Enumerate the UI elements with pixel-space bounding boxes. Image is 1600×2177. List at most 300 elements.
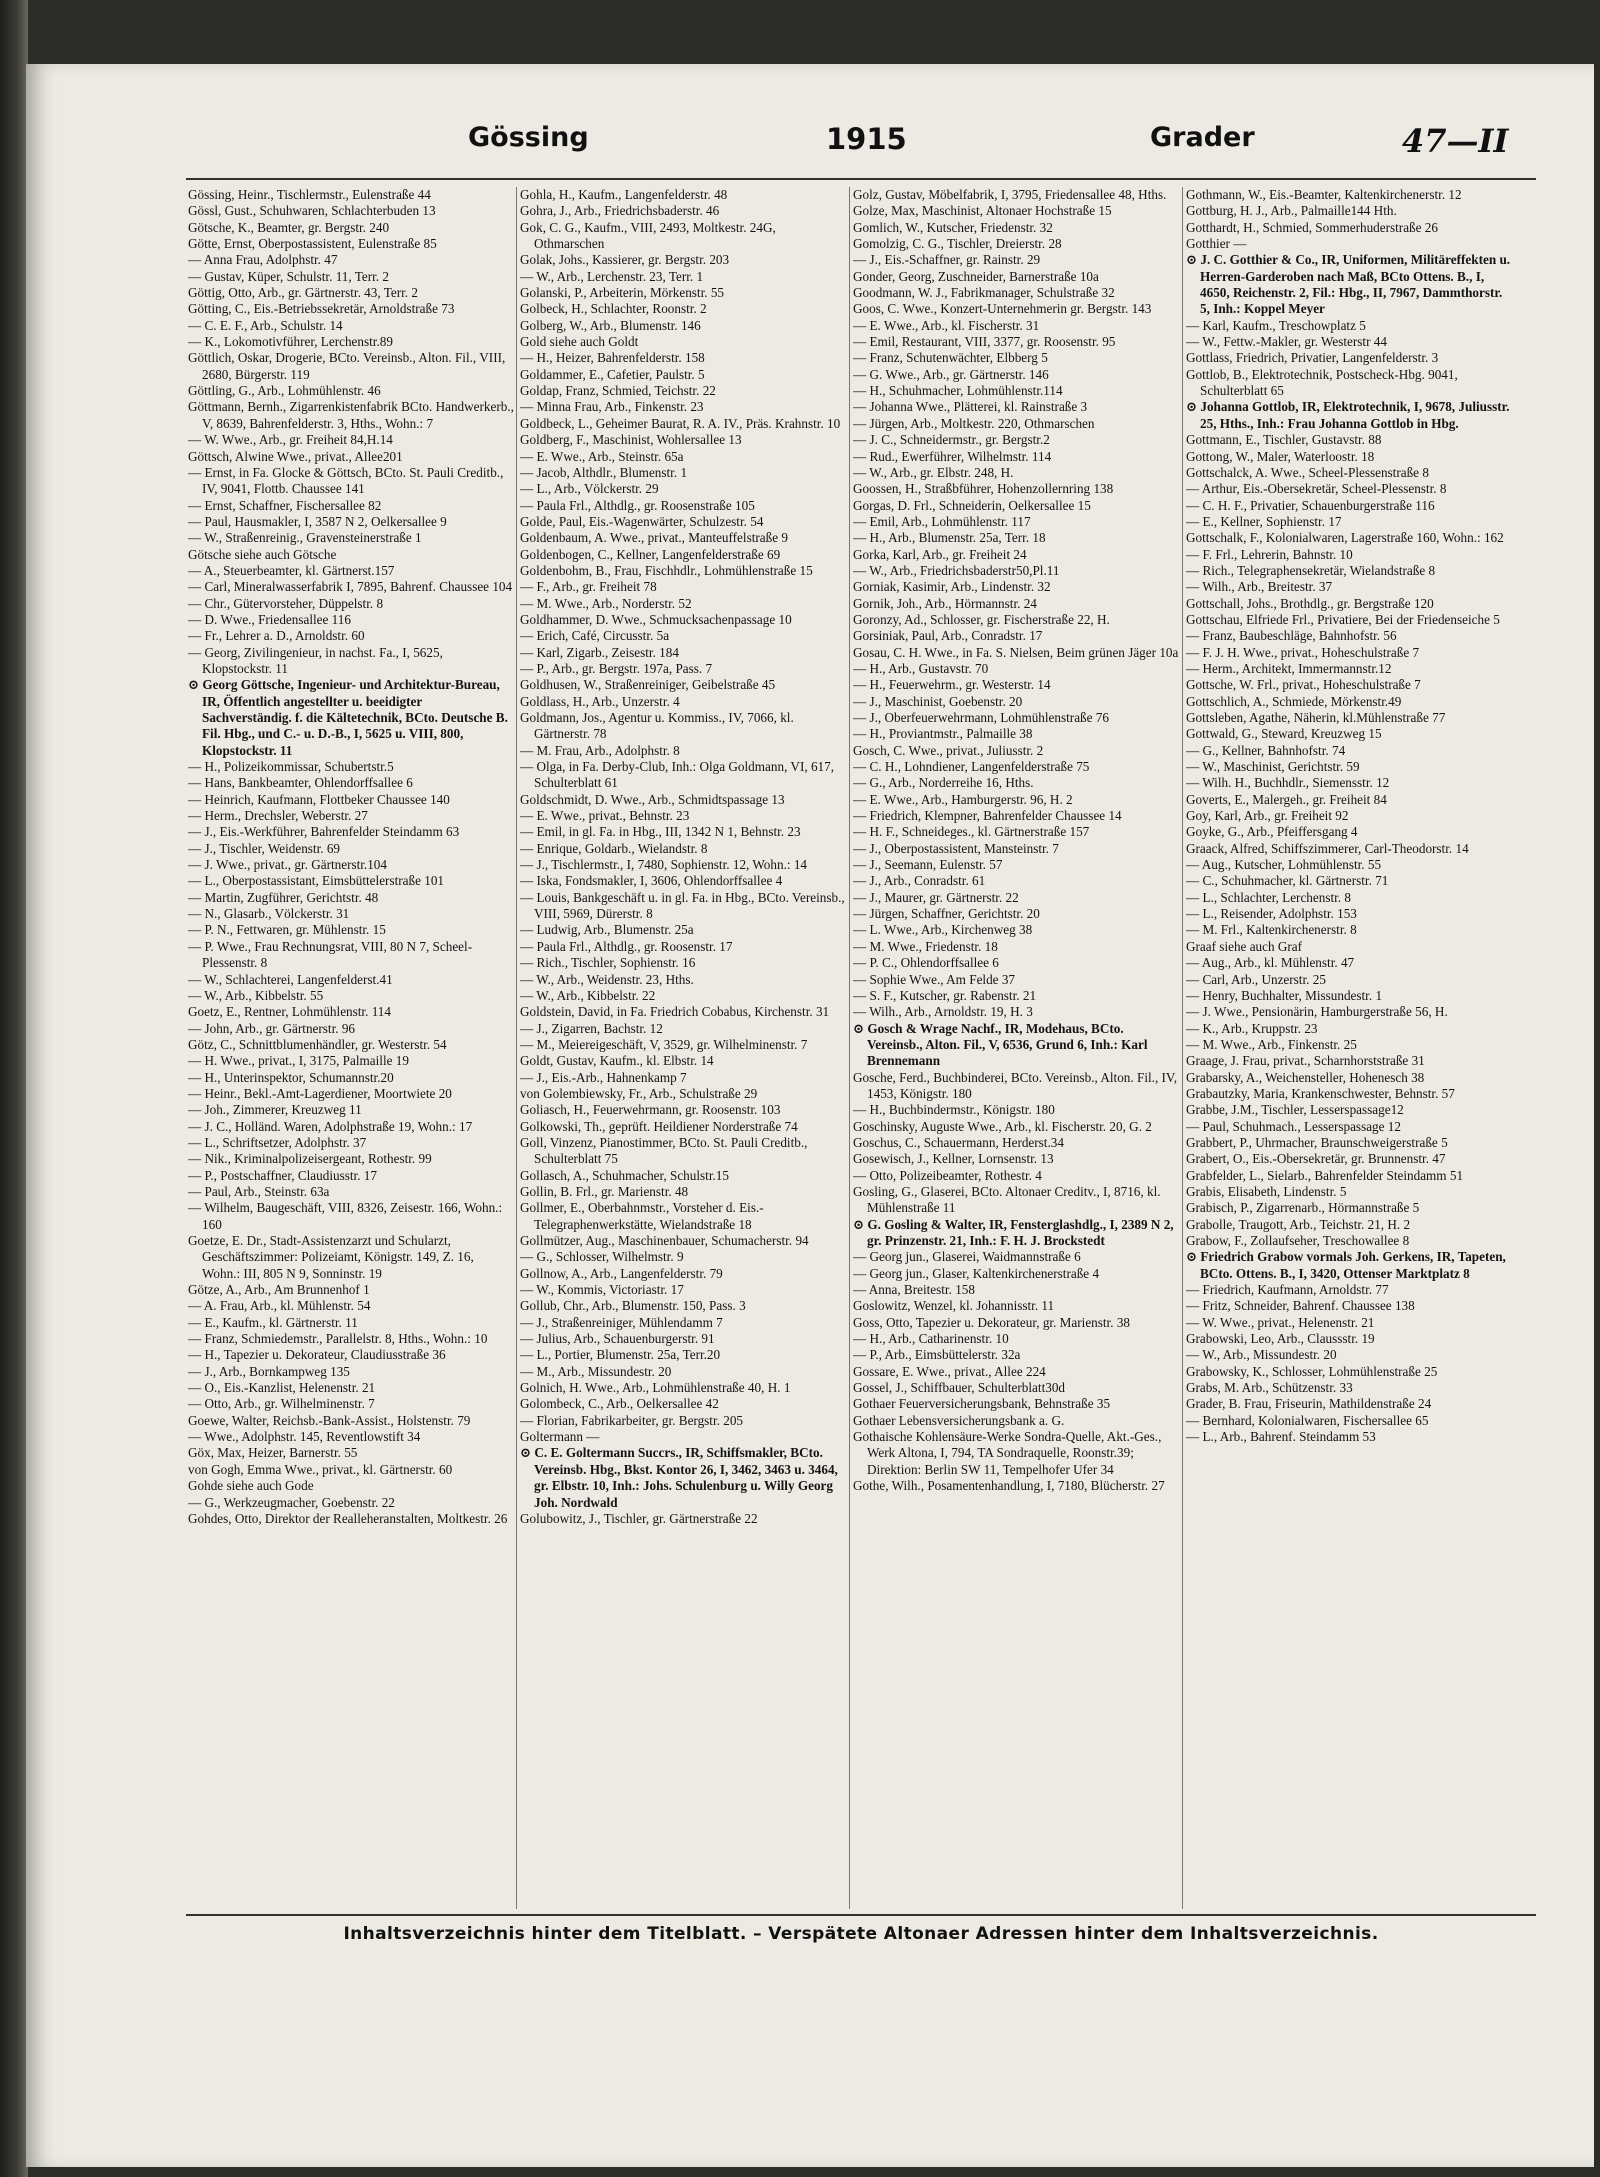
directory-entry: Gottschau, Elfriede Frl., Privatiere, Bei der Friedenseiche 5	[1186, 611, 1500, 627]
directory-entry: Gohla, H., Kaufm., Langenfelderstr. 48	[520, 187, 728, 202]
directory-entry: — G., Kellner, Bahnhofstr. 74	[1186, 742, 1346, 758]
directory-entry: — L., Arb., Völckerstr. 29	[520, 481, 659, 497]
directory-entry: Gohde siehe auch Gode	[188, 1478, 314, 1494]
directory-entry: — Fr., Lehrer a. D., Arnoldstr. 60	[188, 628, 365, 644]
directory-entry: — Herm., Drechsler, Weberstr. 27	[188, 808, 368, 824]
directory-entry: Goos, C. Wwe., Konzert-Unternehmerin gr. Bergstr. 143	[853, 301, 1152, 317]
directory-entry: — H., Heizer, Bahrenfelderstr. 158	[520, 350, 705, 366]
directory-entry: — H., Unterinspektor, Schumannstr.20	[188, 1069, 394, 1085]
directory-entry: Golnich, H. Wwe., Arb., Lohmühlenstraße 40, H. 1	[520, 1380, 791, 1396]
directory-entry: — W. Wwe., privat., Helenenstr. 21	[1186, 1314, 1375, 1330]
directory-entry: Gollmützer, Aug., Maschinenbauer, Schumacherstr. 94	[520, 1233, 809, 1248]
book-binding-edge	[0, 0, 28, 2177]
directory-entry: Gosau, C. H. Wwe., in Fa. S. Nielsen, Beim grünen Jäger 10a	[853, 644, 1179, 660]
directory-entry: Gosche, Ferd., Buchbinderei, BCto. Vereinsb., Alton. Fil., IV, 1453, Königstr. 180	[853, 1069, 1178, 1101]
directory-entry: — G. Wwe., Arb., gr. Gärtnerstr. 146	[853, 366, 1049, 382]
directory-entry: — Henry, Buchhalter, Missundestr. 1	[1186, 987, 1383, 1003]
directory-entry: Grabow, F., Zollaufseher, Treschowallee 8	[1186, 1233, 1410, 1248]
directory-entry: Goldap, Franz, Schmied, Teichstr. 22	[520, 383, 716, 399]
directory-entry: — Martin, Zugführer, Gerichtstr. 48	[188, 889, 379, 905]
directory-entry: Gothmann, W., Eis.-Beamter, Kaltenkirchenerstr. 12	[1186, 187, 1462, 202]
directory-entry: Gollub, Chr., Arb., Blumenstr. 150, Pass. 3	[520, 1298, 746, 1314]
directory-entry: — Hans, Bankbeamter, Ohlendorffsallee 6	[188, 775, 413, 791]
directory-entry: — P., Arb., Eimsbüttelerstr. 32a	[853, 1347, 1021, 1363]
directory-entry: Gothaer Feuerversicherungsbank, Behnstraße 35	[853, 1396, 1111, 1412]
directory-entry: Gössl, Gust., Schuhwaren, Schlachterbuden 13	[188, 203, 436, 219]
directory-entry: — C., Schuhmacher, kl. Gärtnerstr. 71	[1186, 873, 1389, 889]
directory-entry: — H., Arb., Catharinenstr. 10	[853, 1331, 1009, 1347]
directory-entry: Götze, A., Arb., Am Brunnenhof 1	[188, 1282, 370, 1298]
directory-entry: — Rich., Telegraphensekretär, Wielandstraße 8	[1186, 562, 1436, 578]
directory-entry: — Georg jun., Glaser, Kaltenkirchenerstraße 4	[853, 1265, 1100, 1281]
directory-entry: Gothe, Wilh., Posamentenhandlung, I, 7180, Blücherstr. 27	[853, 1478, 1165, 1494]
directory-entry: Goetze, E. Dr., Stadt-Assistenzarzt und Schularzt, Geschäftszimmer: Polizeiamt, Königstr. 149, Z. 16, Wohn.: III, 805 N 9, Sonninstr. 19	[188, 1233, 474, 1281]
directory-entry: — Anna Frau, Adolphstr. 47	[188, 252, 338, 268]
directory-entry: Göttsch, Alwine Wwe., privat., Allee201	[188, 448, 403, 464]
directory-entry: Golze, Max, Maschinist, Altonaer Hochstraße 15	[853, 203, 1112, 219]
directory-entry: — Franz, Schmiedemstr., Parallelstr. 8, Hths., Wohn.: 10	[188, 1331, 488, 1347]
directory-entry: Goldenbogen, C., Kellner, Langenfelderstraße 69	[520, 546, 781, 562]
directory-entry: Gorgas, D. Frl., Schneiderin, Oelkersallee 15	[853, 497, 1091, 513]
directory-entry: Götte, Ernst, Oberpostassistent, Eulenstraße 85	[188, 236, 437, 252]
directory-entry: — W., Fettw.-Makler, gr. Westerstr 44	[1186, 334, 1387, 350]
directory-entry: — H., Schuhmacher, Lohmühlenstr.114	[853, 383, 1063, 399]
directory-entry: — Sophie Wwe., Am Felde 37	[853, 971, 1016, 987]
directory-entry: — M. Wwe., Arb., Finkenstr. 25	[1186, 1036, 1357, 1052]
directory-entry: — J., Arb., Conradstr. 61	[853, 873, 986, 889]
directory-entry: — W., Arb., Kibbelstr. 55	[188, 987, 324, 1003]
directory-entry: — J. Wwe., Pensionärin, Hamburgerstraße 56, H.	[1186, 1004, 1448, 1020]
directory-entry: — W., Maschinist, Gerichtstr. 59	[1186, 759, 1360, 775]
directory-entry: — Wilhelm, Baugeschäft, VIII, 8326, Zeisestr. 166, Wohn.: 160	[188, 1200, 503, 1232]
directory-entry: — W., Arb., Kibbelstr. 22	[520, 987, 656, 1003]
directory-entry: Golak, Johs., Kassierer, gr. Bergstr. 203	[520, 252, 730, 268]
directory-entry: — H., Tapezier u. Dekorateur, Claudiusstraße 36	[188, 1347, 446, 1363]
directory-entry: Gotthier —	[1186, 236, 1247, 252]
column-3	[853, 187, 1179, 1912]
directory-entry: — C. E. F., Arb., Schulstr. 14	[188, 317, 343, 333]
directory-entry: — Wwe., Adolphstr. 145, Reventlowstift 34	[188, 1429, 421, 1445]
directory-entry: Grabarsky, A., Weichensteller, Hohenesch 38	[1186, 1069, 1425, 1085]
directory-entry: — Louis, Bankgeschäft u. in gl. Fa. in Hbg., BCto. Vereinsb., VIII, 5969, Dürerstr. 8	[520, 889, 845, 922]
directory-entry: — H., Arb., Blumenstr. 25a, Terr. 18	[853, 530, 1046, 546]
directory-entry: — A., Steuerbeamter, kl. Gärtnerst.157	[188, 562, 395, 578]
directory-entry: — G., Schlosser, Wilhelmstr. 9	[520, 1249, 684, 1265]
directory-entry: Gottsche, W. Frl., privat., Hoheschulstraße 7	[1186, 677, 1421, 693]
directory-entry: — Otto, Arb., gr. Wilhelminenstr. 7	[188, 1396, 375, 1412]
directory-entry: — O., Eis.-Kanzlist, Helenenstr. 21	[188, 1380, 376, 1396]
directory-entry: Gottwald, G., Steward, Kreuzweg 15	[1186, 726, 1382, 742]
directory-entry: — Enrique, Goldarb., Wielandstr. 8	[520, 840, 708, 856]
directory-entry: — Herm., Architekt, Immermannstr.12	[1186, 660, 1392, 676]
directory-entry: Gold siehe auch Goldt	[520, 334, 639, 350]
directory-entry: Gomlich, W., Kutscher, Friedenstr. 32	[853, 219, 1053, 235]
directory-entry: Gohdes, Otto, Direktor der Realleheranstalten, Moltkestr. 26	[188, 1510, 508, 1526]
column-divider	[516, 187, 517, 1909]
directory-entry: ⊙ C. E. Goltermann Succrs., IR, Schiffsmakler, BCto. Vereinsb. Hbg., Bkst. Kontor 26, I, 3462, 3463 u. 3464, gr. Elbstr. 10, Inh.: Johs. Schulenburg u. Willy Georg Joh. Nordwald	[520, 1445, 838, 1510]
directory-entry: ⊙ J. C. Gotthier & Co., IR, Uniformen, Militäreffekten u. Herren-Garderoben nach Maß, BCto Ottens. B., I, 4650, Reichenstr. 2, Fil.: Hbg., II, 7967, Dammthorstr. 5, Inh.: Koppel Meyer	[1186, 252, 1511, 317]
directory-entry: — Erich, Café, Circusstr. 5a	[520, 628, 670, 644]
directory-entry: — L., Portier, Blumenstr. 25a, Terr.20	[520, 1347, 721, 1363]
directory-entry: — Aug., Kutscher, Lohmühlenstr. 55	[1186, 857, 1382, 873]
directory-entry: Grabs, M. Arb., Schützenstr. 33	[1186, 1380, 1353, 1396]
directory-entry: — J., Eis.-Werkführer, Bahrenfelder Steindamm 63	[188, 824, 460, 840]
directory-entry: — Paula Frl., Althdlg., gr. Roosenstr. 17	[520, 938, 733, 954]
directory-entry: — John, Arb., gr. Gärtnerstr. 96	[188, 1020, 356, 1036]
directory-entry: Goldbeck, L., Geheimer Baurat, R. A. IV., Präs. Krahnstr. 10	[520, 415, 841, 431]
directory-entry: Gothaer Lebensversicherungsbank a. G.	[853, 1412, 1065, 1428]
directory-entry: Goronzy, Ad., Schlosser, gr. Fischerstraße 22, H.	[853, 611, 1110, 627]
directory-entry: — J., Seemann, Eulenstr. 57	[853, 857, 1003, 873]
directory-entry: — J., Straßenreiniger, Mühlendamm 7	[520, 1314, 723, 1330]
directory-entry: — N., Glasarb., Völckerstr. 31	[188, 906, 350, 922]
directory-entry: — J., Eis.-Arb., Hahnenkamp 7	[520, 1069, 687, 1085]
directory-entry: — Carl, Mineralwasserfabrik I, 7895, Bahrenf. Chaussee 104	[188, 579, 513, 595]
directory-entry: — Georg jun., Glaserei, Waidmannstraße 6	[853, 1249, 1081, 1265]
directory-entry: von Golembiewsky, Fr., Arb., Schulstraße 29	[520, 1085, 758, 1101]
directory-entry: — Jacob, Althdlr., Blumenstr. 1	[520, 464, 688, 480]
directory-entry: Golde, Paul, Eis.-Wagenwärter, Schulzestr. 54	[520, 513, 764, 529]
directory-entry: Götz, C., Schnittblumenhändler, gr. Westerstr. 54	[188, 1036, 447, 1052]
directory-entry: — W., Schlachterei, Langenfelderst.41	[188, 971, 393, 987]
directory-entry: — M. Frl., Kaltenkirchenerstr. 8	[1186, 922, 1357, 938]
column-divider	[849, 187, 850, 1909]
directory-entry: — L., Schriftsetzer, Adolphstr. 37	[188, 1134, 367, 1150]
directory-entry: Graack, Alfred, Schiffszimmerer, Carl-Theodorstr. 14	[1186, 840, 1469, 856]
directory-entry: Grabautzky, Maria, Krankenschwester, Behnstr. 57	[1186, 1085, 1455, 1101]
directory-entry: — Arthur, Eis.-Obersekretär, Scheel-Plessenstr. 8	[1186, 481, 1447, 497]
directory-entry: — H., Feuerwehrm., gr. Westerstr. 14	[853, 677, 1051, 693]
directory-entry: Gottsleben, Agathe, Näherin, kl.Mühlenstraße 77	[1186, 710, 1446, 725]
directory-entry: Gollmer, E., Oberbahnmstr., Vorsteher d. Eis.-Telegraphenwerkstätte, Wielandstraße 18	[520, 1200, 764, 1232]
directory-entry: Goldenbaum, A. Wwe., privat., Manteuffelstraße 9	[520, 530, 788, 546]
directory-page	[26, 64, 1594, 2167]
directory-entry: ⊙ Friedrich Grabow vormals Joh. Gerkens, IR, Tapeten, BCto. Ottens. B., I, 3420, Ottenser Marktplatz 8	[1186, 1249, 1506, 1281]
directory-entry: — H. F., Schneideges., kl. Gärtnerstraße 157	[853, 824, 1090, 840]
directory-entry: Gottlob, B., Elektrotechnik, Postscheck-Hbg. 9041, Schulterblatt 65	[1186, 366, 1458, 399]
directory-entry: — Paula Frl., Althdlg., gr. Roosenstraße 105	[520, 497, 755, 513]
directory-entry: — Wilh., Arb., Arnoldstr. 19, H. 3	[853, 1004, 1033, 1020]
directory-entry: — M. Wwe., Arb., Norderstr. 52	[520, 595, 692, 611]
directory-entry: Gollasch, A., Schuhmacher, Schulstr.15	[520, 1167, 729, 1183]
header-rule	[186, 178, 1536, 180]
directory-entry: Grabert, O., Eis.-Obersekretär, gr. Brunnenstr. 47	[1186, 1151, 1446, 1167]
directory-entry: — Ludwig, Arb., Blumenstr. 25a	[520, 922, 694, 938]
directory-entry: — P. Wwe., Frau Rechnungsrat, VIII, 80 N 7, Scheel-Plessenstr. 8	[188, 938, 473, 971]
directory-entry: — K., Arb., Kruppstr. 23	[1186, 1020, 1318, 1036]
directory-entry: — Iska, Fondsmakler, I, 3606, Ohlendorffsallee 4	[520, 873, 783, 889]
directory-entry: — Paul, Hausmakler, I, 3587 N 2, Oelkersallee 9	[188, 513, 447, 529]
directory-entry: Grabbe, J.M., Tischler, Lesserspassage12	[1186, 1102, 1404, 1118]
directory-entry: Graage, J. Frau, privat., Scharnhorststraße 31	[1186, 1053, 1425, 1069]
directory-entry: — M., Arb., Missundestr. 20	[520, 1363, 672, 1379]
directory-entry: — P., Arb., gr. Bergstr. 197a, Pass. 7	[520, 660, 713, 676]
directory-entry: Golkowski, Th., geprüft. Heildiener Norderstraße 74	[520, 1118, 798, 1134]
directory-entry: Goll, Vinzenz, Pianostimmer, BCto. St. Pauli Creditb., Schulterblatt 75	[520, 1134, 808, 1167]
page-header	[26, 122, 1594, 182]
directory-entry: Grader, B. Frau, Friseurin, Mathildenstraße 24	[1186, 1396, 1432, 1412]
directory-entry: Graaf siehe auch Graf	[1186, 938, 1303, 954]
directory-entry: — J., Arb., Bornkampweg 135	[188, 1363, 350, 1379]
directory-entry: Golbeck, H., Schlachter, Roonstr. 2	[520, 301, 707, 317]
directory-entry: — W., Arb., Missundestr. 20	[1186, 1347, 1337, 1363]
directory-entry: — J., Maschinist, Goebenstr. 20	[853, 693, 1023, 709]
directory-entry: Gothaische Kohlensäure-Werke Sondra-Quelle, Akt.-Ges., Werk Altona, I, 794, TA Sondraquelle, Roonstr.39; Direktion: Berlin SW 11, Tempelhofer Ufer 34	[853, 1429, 1162, 1477]
directory-entry: ⊙ Johanna Gottlob, IR, Elektrotechnik, I, 9678, Juliusstr. 25, Hths., Inh.: Frau Johanna Gottlob in Hbg.	[1186, 399, 1510, 431]
directory-entry: Goldhusen, W., Straßenreiniger, Geibelstraße 45	[520, 677, 776, 693]
directory-entry: ⊙ Gosch & Wrage Nachf., IR, Modehaus, BCto. Vereinsb., Alton. Fil., V, 6536, Grund 6, Inh.: Karl Brennemann	[853, 1020, 1148, 1069]
directory-entry: — H. Wwe., privat., I, 3175, Palmaille 19	[188, 1053, 409, 1069]
directory-entry: Golz, Gustav, Möbelfabrik, I, 3795, Friedensallee 48, Hths.	[853, 187, 1167, 202]
directory-entry: — Emil, Restaurant, VIII, 3377, gr. Roosenstr. 95	[853, 334, 1116, 350]
directory-entry: — M. Wwe., Friedenstr. 18	[853, 938, 998, 954]
directory-entry: — Bernhard, Kolonialwaren, Fischersallee 65	[1186, 1412, 1429, 1428]
directory-entry: — J., Eis.-Schaffner, gr. Rainstr. 29	[853, 252, 1041, 268]
directory-entry: — Florian, Fabrikarbeiter, gr. Bergstr. 205	[520, 1412, 744, 1428]
directory-entry: — E. Wwe., Arb., Steinstr. 65a	[520, 448, 684, 464]
directory-entry: Gohra, J., Arb., Friedrichsbaderstr. 46	[520, 203, 720, 219]
directory-entry: Götsche siehe auch Götsche	[188, 546, 337, 562]
directory-entry: Goldmann, Jos., Agentur u. Kommiss., IV, 7066, kl. Gärtnerstr. 78	[520, 710, 794, 742]
directory-entry: Goss, Otto, Tapezier u. Dekorateur, gr. Marienstr. 38	[853, 1314, 1131, 1330]
directory-entry: Goldschmidt, D. Wwe., Arb., Schmidtspassage 13	[520, 791, 785, 807]
header-first-name: Gössing	[468, 122, 589, 153]
directory-entry: Grabfelder, L., Sielarb., Bahrenfelder Steindamm 51	[1186, 1167, 1464, 1183]
directory-entry: Golberg, W., Arb., Blumenstr. 146	[520, 317, 701, 333]
directory-entry: Gonder, Georg, Zuschneider, Barnerstraße 10a	[853, 268, 1099, 284]
directory-entry: — G., Werkzeugmacher, Goebenstr. 22	[188, 1494, 395, 1510]
directory-entry: Goslowitz, Wenzel, kl. Johannisstr. 11	[853, 1298, 1055, 1314]
directory-entry: — Nik., Kriminalpolizeisergeant, Rothestr. 99	[188, 1151, 432, 1167]
directory-entry: — Olga, in Fa. Derby-Club, Inh.: Olga Goldmann, VI, 617, Schulterblatt 61	[520, 759, 835, 791]
directory-entry: — H., Buchbindermstr., Königstr. 180	[853, 1102, 1055, 1118]
directory-entry: — W., Kommis, Victoriastr. 17	[520, 1282, 684, 1298]
directory-entry: — Paul, Arb., Steinstr. 63a	[188, 1183, 330, 1199]
directory-entry: — P. N., Fettwaren, gr. Mühlenstr. 15	[188, 922, 386, 938]
directory-entry: Gottschalk, F., Kolonialwaren, Lagerstraße 160, Wohn.: 162	[1186, 530, 1504, 546]
page-number: 47—II	[1402, 122, 1509, 160]
column-1	[188, 187, 514, 1912]
directory-entry: — E. Wwe., privat., Behnstr. 23	[520, 808, 690, 824]
directory-entry: Gosewisch, J., Kellner, Lornsenstr. 13	[853, 1151, 1054, 1167]
directory-entry: ⊙ Georg Göttsche, Ingenieur- und Architektur-Bureau, IR, Öffentlich angestellter u. beeidigter Sachverständig. f. die Kältetechnik, BCto. Deutsche B. Fil. Hbg., und C.- u. D.-B., I, 5625 u. VIII, 800, Klopstockstr. 11	[188, 677, 508, 758]
directory-entry: Goschinsky, Auguste Wwe., Arb., kl. Fischerstr. 20, G. 2	[853, 1118, 1152, 1134]
directory-entry: Goldt, Gustav, Kaufm., kl. Elbstr. 14	[520, 1053, 714, 1069]
directory-entry: Gottong, W., Maler, Waterloostr. 18	[1186, 448, 1375, 464]
directory-entry: — Emil, in gl. Fa. in Hbg., III, 1342 N 1, Behnstr. 23	[520, 824, 801, 840]
directory-entry: Göttmann, Bernh., Zigarrenkistenfabrik BCto. Handwerkerb., V, 8639, Bahrenfelderstr. 3, Hths., Wohn.: 7	[188, 399, 514, 431]
directory-entry: — F. Frl., Lehrerin, Bahnstr. 10	[1186, 546, 1353, 562]
directory-entry: — Ernst, Schaffner, Fischersallee 82	[188, 497, 382, 513]
directory-entry: — Rich., Tischler, Sophienstr. 16	[520, 955, 696, 971]
directory-entry: — Emil, Arb., Lohmühlenstr. 117	[853, 513, 1031, 529]
directory-entry: Goyke, G., Arb., Pfeiffersgang 4	[1186, 824, 1358, 840]
directory-entry: Grabisch, P., Zigarrenarb., Hörmannstraße 5	[1186, 1200, 1420, 1216]
directory-entry: Götting, C., Eis.-Betriebssekretär, Arnoldstraße 73	[188, 301, 455, 317]
directory-entry: Gosling, G., Glaserei, BCto. Altonaer Creditv., I, 8716, kl. Mühlenstraße 11	[853, 1183, 1161, 1216]
directory-entry: — E., Kaufm., kl. Gärtnerstr. 11	[188, 1314, 358, 1330]
directory-entry: Goldlass, H., Arb., Unzerstr. 4	[520, 693, 680, 709]
directory-entry: — F. J. H. Wwe., privat., Hoheschulstraße 7	[1186, 644, 1420, 660]
directory-entry: — E. Wwe., Arb., Hamburgerstr. 96, H. 2	[853, 791, 1073, 807]
directory-entry: — J. Wwe., privat., gr. Gärtnerstr.104	[188, 857, 387, 873]
directory-entry: Gollnow, A., Arb., Langenfelderstr. 79	[520, 1265, 723, 1281]
directory-entry: von Gogh, Emma Wwe., privat., kl. Gärtnerstr. 60	[188, 1461, 453, 1477]
footer-note: Inhaltsverzeichnis hinter dem Titelblatt. – Verspätete Altonaer Adressen hinter dem Inhaltsverzeichnis.	[343, 1924, 1379, 1944]
column-divider	[1182, 187, 1183, 1909]
directory-entry: — M., Meiereigeschäft, V, 3529, gr. Wilhelminenstr. 7	[520, 1036, 808, 1052]
directory-entry: Göx, Max, Heizer, Barnerstr. 55	[188, 1445, 358, 1461]
directory-entry: — Franz, Baubeschläge, Bahnhofstr. 56	[1186, 628, 1397, 644]
directory-entry: Goossen, H., Straßbführer, Hohenzollernring 138	[853, 481, 1114, 497]
directory-entry: — W., Arb., Friedrichsbaderstr50,Pl.11	[853, 562, 1060, 578]
directory-entry: — J., Tischler, Weidenstr. 69	[188, 840, 341, 856]
directory-entry: — J., Oberpostassistent, Mansteinstr. 7	[853, 840, 1059, 856]
directory-entry: — Gustav, Küper, Schulstr. 11, Terr. 2	[188, 268, 389, 284]
directory-entry: — H., Proviantmstr., Palmaille 38	[853, 726, 1033, 742]
directory-entry: Goy, Karl, Arb., gr. Freiheit 92	[1186, 808, 1349, 824]
directory-entry: — K., Lokomotivführer, Lerchenstr.89	[188, 334, 393, 350]
directory-entry: Goliasch, H., Feuerwehrmann, gr. Roosenstr. 103	[520, 1102, 781, 1118]
directory-entry: Gorka, Karl, Arb., gr. Freiheit 24	[853, 546, 1027, 562]
directory-entry: — W., Straßenreinig., Gravensteinerstraße 1	[188, 530, 422, 546]
directory-entry: — F., Arb., gr. Freiheit 78	[520, 579, 657, 595]
directory-entry: — W., Arb., Weidenstr. 23, Hths.	[520, 971, 694, 987]
directory-entry: Gollin, B. Frl., gr. Marienstr. 48	[520, 1183, 689, 1199]
directory-entry: — D. Wwe., Friedensallee 116	[188, 611, 351, 627]
directory-entry: Grabis, Elisabeth, Lindenstr. 5	[1186, 1183, 1347, 1199]
directory-entry: Goldhammer, D. Wwe., Schmucksachenpassage 10	[520, 611, 792, 627]
directory-entry: — M. Frau, Arb., Adolphstr. 8	[520, 742, 680, 758]
directory-entry: — Otto, Polizeibeamter, Rothestr. 4	[853, 1167, 1042, 1183]
header-last-name: Grader	[1150, 122, 1255, 153]
directory-entry: Goewe, Walter, Reichsb.-Bank-Assist., Holstenstr. 79	[188, 1412, 471, 1428]
directory-entry: — H., Arb., Gustavstr. 70	[853, 660, 989, 676]
directory-entry: — H., Polizeikommissar, Schubertstr.5	[188, 759, 394, 775]
directory-entry: — G., Arb., Norderreihe 16, Hths.	[853, 775, 1034, 791]
directory-entry: — J., Maurer, gr. Gärtnerstr. 22	[853, 889, 1019, 905]
directory-entry: Goldammer, E., Cafetier, Paulstr. 5	[520, 366, 705, 382]
directory-entry: — J., Tischlermstr., I, 7480, Sophienstr. 12, Wohn.: 14	[520, 857, 808, 873]
directory-entry: — L., Schlachter, Lerchenstr. 8	[1186, 889, 1351, 905]
directory-entry: — Georg, Zivilingenieur, in nachst. Fa., I, 5625, Klopstockstr. 11	[188, 644, 443, 676]
directory-entry: — Joh., Zimmerer, Kreuzweg 11	[188, 1102, 362, 1118]
directory-entry: Gottschall, Johs., Brothdlg., gr. Bergstraße 120	[1186, 595, 1434, 611]
column-4	[1186, 187, 1512, 1912]
directory-entry: Goldenbohm, B., Frau, Fischhdlr., Lohmühlenstraße 15	[520, 562, 813, 578]
directory-entry: — Friedrich, Klempner, Bahrenfelder Chaussee 14	[853, 808, 1122, 824]
directory-entry: Grabowski, Leo, Arb., Claussstr. 19	[1186, 1331, 1375, 1347]
directory-entry: — S. F., Kutscher, gr. Rabenstr. 21	[853, 987, 1037, 1003]
directory-entry: — Karl, Kaufm., Treschowplatz 5	[1186, 317, 1366, 333]
directory-entry: Gorsiniak, Paul, Arb., Conradstr. 17	[853, 628, 1043, 644]
directory-entry: — Wilh., Arb., Breitestr. 37	[1186, 579, 1333, 595]
directory-entry: Gomolzig, C. G., Tischler, Dreierstr. 28	[853, 236, 1062, 252]
directory-entry: — C. H., Lohndiener, Langenfelderstraße 75	[853, 759, 1090, 775]
header-year: 1915	[826, 122, 907, 156]
directory-entry: — Franz, Schutenwächter, Elbberg 5	[853, 350, 1048, 366]
directory-entry: Golombeck, C., Arb., Oelkersallee 42	[520, 1396, 719, 1412]
directory-entry: — Heinr., Bekl.-Amt-Lagerdiener, Moortwiete 20	[188, 1085, 452, 1101]
directory-entry: Gossare, E. Wwe., privat., Allee 224	[853, 1363, 1046, 1379]
directory-entry: Gottmann, E., Tischler, Gustavstr. 88	[1186, 432, 1382, 448]
directory-entry: — Carl, Arb., Unzerstr. 25	[1186, 971, 1326, 987]
directory-entry: — Paul, Schuhmach., Lesserspassage 12	[1186, 1118, 1401, 1134]
directory-entry: Göttling, G., Arb., Lohmühlenstr. 46	[188, 383, 381, 399]
directory-entry: Grabolle, Traugott, Arb., Teichstr. 21, H. 2	[1186, 1216, 1411, 1232]
directory-entry: — L. Wwe., Arb., Kirchenweg 38	[853, 922, 1033, 938]
directory-entry: — E. Wwe., Arb., kl. Fischerstr. 31	[853, 317, 1040, 333]
directory-entry: — E., Kellner, Sophienstr. 17	[1186, 513, 1342, 529]
directory-entry: — Julius, Arb., Schauenburgerstr. 91	[520, 1331, 715, 1347]
directory-entry: — Chr., Gütervorsteher, Düppelstr. 8	[188, 595, 384, 611]
directory-entry: Goltermann —	[520, 1429, 600, 1445]
directory-entry: — Heinrich, Kaufmann, Flottbeker Chaussee 140	[188, 791, 450, 807]
directory-entry: — Fritz, Schneider, Bahrenf. Chaussee 138	[1186, 1298, 1415, 1314]
directory-entry: Gosch, C. Wwe., privat., Juliusstr. 2	[853, 742, 1044, 758]
directory-entry: Gornik, Joh., Arb., Hörmannstr. 24	[853, 595, 1037, 611]
directory-entry: — L., Reisender, Adolphstr. 153	[1186, 906, 1357, 922]
directory-entry: — P. C., Ohlendorffsallee 6	[853, 955, 999, 971]
directory-entry: — A. Frau, Arb., kl. Mühlenstr. 54	[188, 1298, 371, 1314]
directory-entry: Goldstein, David, in Fa. Friedrich Cobabus, Kirchenstr. 31	[520, 1004, 830, 1020]
directory-entry: Goschus, C., Schauermann, Herderst.34	[853, 1134, 1064, 1150]
directory-entry: Gok, C. G., Kaufm., VIII, 2493, Moltkestr. 24G, Othmarschen	[520, 219, 776, 252]
directory-entry: — J. C., Holländ. Waren, Adolphstraße 19, Wohn.: 17	[188, 1118, 473, 1134]
directory-entry: Gottlass, Friedrich, Privatier, Langenfelderstr. 3	[1186, 350, 1439, 366]
directory-entry: Götsche, K., Beamter, gr. Bergstr. 240	[188, 219, 390, 235]
directory-entry: Gottschalck, A. Wwe., Scheel-Plessenstraße 8	[1186, 464, 1429, 480]
directory-entry: — Johanna Wwe., Plätterei, kl. Rainstraße 3	[853, 399, 1088, 415]
directory-entry: — W. Wwe., Arb., gr. Freiheit 84,H.14	[188, 432, 393, 448]
directory-entry: — W., Arb., Lerchenstr. 23, Terr. 1	[520, 268, 704, 284]
directory-entry: Gotthardt, H., Schmied, Sommerhuderstraße 26	[1186, 219, 1438, 235]
directory-entry: — L., Arb., Bahrenf. Steindamm 53	[1186, 1429, 1376, 1445]
directory-entry: — J., Zigarren, Bachstr. 12	[520, 1020, 663, 1036]
directory-entry: — J., Oberfeuerwehrmann, Lohmühlenstraße 76	[853, 710, 1109, 725]
directory-entry: — Jürgen, Arb., Moltkestr. 220, Othmarschen	[853, 415, 1095, 431]
directory-entry: Göttlich, Oskar, Drogerie, BCto. Vereinsb., Alton. Fil., VIII, 2680, Bürgerstr. 119	[188, 350, 506, 382]
directory-entry: — Minna Frau, Arb., Finkenstr. 23	[520, 399, 704, 415]
directory-entry: Gottschlich, A., Schmiede, Mörkenstr.49	[1186, 693, 1402, 709]
directory-entry: Goodmann, W. J., Fabrikmanager, Schulstraße 32	[853, 285, 1115, 301]
footer-rule	[186, 1914, 1536, 1916]
directory-entry: Gossel, J., Schiffbauer, Schulterblatt30d	[853, 1380, 1066, 1396]
directory-entry: — Rud., Ewerführer, Wilhelmstr. 114	[853, 448, 1052, 464]
directory-entry: — Anna, Breitestr. 158	[853, 1282, 975, 1298]
directory-entry: ⊙ G. Gosling & Walter, IR, Fensterglashdlg., I, 2389 N 2, gr. Prinzenstr. 21, Inh.: F. H. J. Brockstedt	[853, 1216, 1174, 1248]
directory-entry: Gorniak, Kasimir, Arb., Lindenstr. 32	[853, 579, 1051, 595]
directory-entry: — Ernst, in Fa. Glocke & Göttsch, BCto. St. Pauli Creditb., IV, 9041, Flottb. Chaussee 141	[188, 464, 504, 497]
directory-entry: Goverts, E., Malergeh., gr. Freiheit 84	[1186, 791, 1387, 807]
directory-entry: Golubowitz, J., Tischler, gr. Gärtnerstraße 22	[520, 1510, 758, 1526]
directory-entry: Grabowsky, K., Schlosser, Lohmühlenstraße 25	[1186, 1363, 1438, 1379]
directory-entry: Göttig, Otto, Arb., gr. Gärtnerstr. 43, Terr. 2	[188, 285, 418, 301]
column-2	[520, 187, 846, 1912]
directory-entry: — Friedrich, Kaufmann, Arnoldstr. 77	[1186, 1282, 1389, 1298]
directory-entry: — Wilh. H., Buchhdlr., Siemensstr. 12	[1186, 775, 1390, 791]
directory-entry: — J. C., Schneidermstr., gr. Bergstr.2	[853, 432, 1050, 448]
directory-entry: — L., Oberpostassistant, Eimsbüttelerstraße 101	[188, 873, 445, 889]
directory-entry: Goldberg, F., Maschinist, Wohlersallee 13	[520, 432, 742, 448]
directory-entry: Goetz, E., Rentner, Lohmühlenstr. 114	[188, 1004, 391, 1020]
directory-entry: Golanski, P., Arbeiterin, Mörkenstr. 55	[520, 285, 725, 301]
directory-entry: Grabbert, P., Uhrmacher, Braunschweigerstraße 5	[1186, 1134, 1448, 1150]
directory-entry: — Karl, Zigarb., Zeisestr. 184	[520, 644, 679, 660]
directory-entry: Gössing, Heinr., Tischlermstr., Eulenstraße 44	[188, 187, 431, 202]
directory-entry: — Jürgen, Schaffner, Gerichtstr. 20	[853, 906, 1040, 922]
directory-entry: — W., Arb., gr. Elbstr. 248, H.	[853, 464, 1014, 480]
